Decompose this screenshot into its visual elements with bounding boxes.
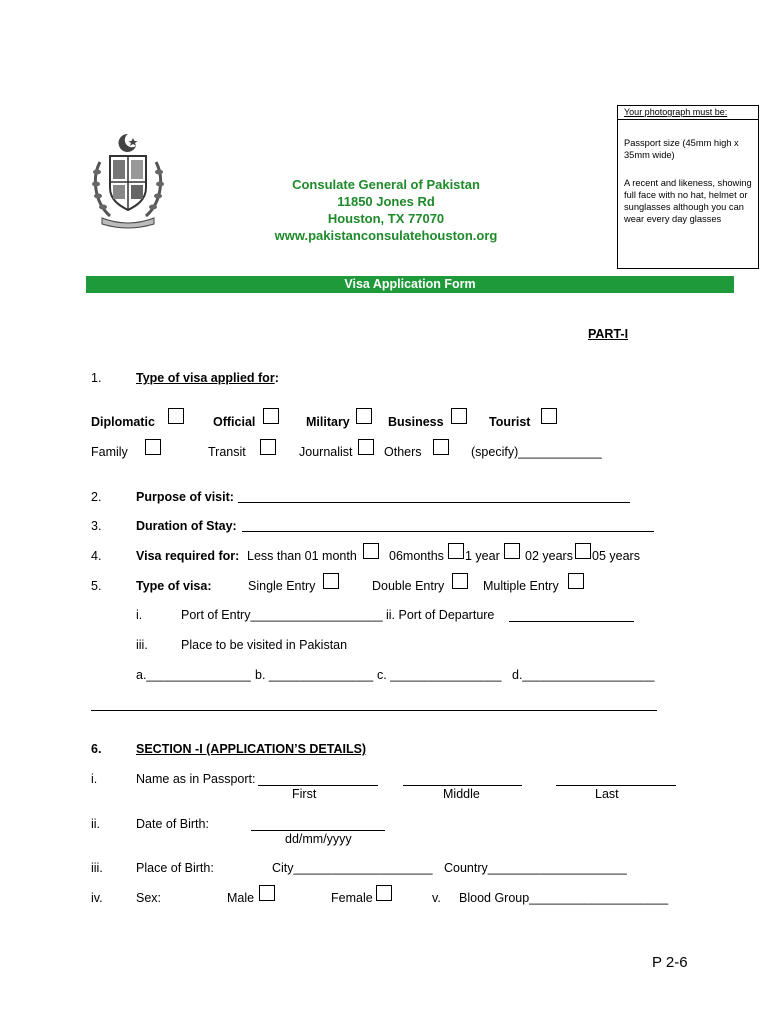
visa-official-checkbox[interactable] (263, 408, 279, 424)
q2-number: 2. (91, 490, 102, 504)
visa-journalist-checkbox[interactable] (358, 439, 374, 455)
blood-group-field[interactable]: Blood Group____________________ (459, 891, 669, 905)
q1-label: Type of visa applied for: (136, 371, 279, 385)
last-name-field[interactable] (556, 785, 676, 786)
single-entry-checkbox[interactable] (323, 573, 339, 589)
duration-2years-label: 02 years (525, 549, 573, 563)
first-name-field[interactable] (258, 785, 378, 786)
pob-label: Place of Birth: (136, 861, 214, 875)
port-of-departure-label: ii. Port of Departure (386, 608, 495, 622)
dob-format-caption: dd/mm/yyyy (285, 832, 352, 846)
sex-female-checkbox[interactable] (376, 885, 392, 901)
duration-5years-label: 05 years (592, 549, 640, 563)
multiple-entry-label: Multiple Entry (483, 579, 559, 593)
pob-country-field[interactable]: Country____________________ (444, 861, 627, 875)
duration-1year-checkbox[interactable] (504, 543, 520, 559)
visa-others-label: Others (384, 445, 422, 459)
duration-lt1month-checkbox[interactable] (363, 543, 379, 559)
s6-iv-number: iv. (91, 891, 103, 905)
sex-male-label: Male (227, 891, 255, 905)
q5-number: 5. (91, 579, 102, 593)
consulate-address-line2: Houston, TX 77070 (327, 211, 445, 226)
visa-others-checkbox[interactable] (433, 439, 449, 455)
visa-business-checkbox[interactable] (451, 408, 467, 424)
visa-tourist-checkbox[interactable] (541, 408, 557, 424)
duration-lt1month-label: Less than 01 month (247, 549, 357, 563)
first-name-caption: First (292, 787, 317, 801)
place-a-field[interactable]: a._______________ (136, 668, 251, 682)
pakistan-emblem (88, 132, 168, 232)
duration-6months-checkbox[interactable] (448, 543, 464, 559)
visa-family-checkbox[interactable] (145, 439, 161, 455)
q5-i-number: i. (136, 608, 143, 622)
sex-label: Sex: (136, 891, 162, 905)
double-entry-checkbox[interactable] (452, 573, 468, 589)
visa-official-label: Official (213, 415, 256, 429)
multiple-entry-checkbox[interactable] (568, 573, 584, 589)
photo-likeness-requirement: A recent and likeness, showing full face with no hat, helmet or sunglasses although you can wear every day glasses (624, 178, 752, 224)
port-of-entry-field[interactable]: Port of Entry___________________ (181, 608, 383, 622)
place-c-field[interactable]: c. ________________ (377, 668, 502, 682)
dob-label: Date of Birth: (136, 817, 209, 831)
double-entry-label: Double Entry (372, 579, 445, 593)
purpose-field[interactable] (238, 502, 630, 503)
visa-transit-checkbox[interactable] (260, 439, 276, 455)
q3-number: 3. (91, 519, 102, 533)
single-entry-label: Single Entry (248, 579, 316, 593)
visa-military-label: Military (306, 415, 350, 429)
q4-number: 4. (91, 549, 102, 563)
place-b-field[interactable]: b. _______________ (255, 668, 374, 682)
dob-field[interactable] (251, 830, 385, 831)
visa-journalist-label: Journalist (299, 445, 353, 459)
visa-military-checkbox[interactable] (356, 408, 372, 424)
consulate-name: Consulate General of Pakistan (292, 177, 480, 192)
duration-field[interactable] (242, 531, 654, 532)
last-name-caption: Last (595, 787, 619, 801)
middle-name-caption: Middle (443, 787, 480, 801)
visa-business-label: Business (388, 415, 444, 429)
s6-ii-number: ii. (91, 817, 101, 831)
photo-size-requirement: Passport size (45mm high x 35mm wide) (624, 138, 739, 160)
type-of-visa-label: Type of visa: (136, 579, 212, 593)
q5-iii-number: iii. (136, 638, 148, 652)
photo-requirements-header: Your photograph must be: (618, 106, 758, 120)
visa-diplomatic-label: Diplomatic (91, 415, 155, 429)
pob-city-field[interactable]: City____________________ (272, 861, 433, 875)
section-divider (91, 710, 657, 711)
visa-required-label: Visa required for: (136, 549, 240, 563)
visa-diplomatic-checkbox[interactable] (168, 408, 184, 424)
visa-tourist-label: Tourist (489, 415, 531, 429)
s6-iii-number: iii. (91, 861, 103, 875)
q1-number: 1. (91, 371, 102, 385)
photograph-box (617, 105, 759, 269)
name-label: Name as in Passport: (136, 772, 256, 786)
place-d-field[interactable]: d.___________________ (512, 668, 655, 682)
places-label: Place to be visited in Pakistan (181, 638, 348, 652)
duration-1year-label: 1 year (465, 549, 500, 563)
duration-label: Duration of Stay: (136, 519, 237, 533)
visa-family-label: Family (91, 445, 128, 459)
duration-2years-checkbox[interactable] (575, 543, 591, 559)
section6-title: SECTION -I (APPLICATION’S DETAILS) (136, 742, 367, 756)
port-of-departure-field[interactable] (509, 621, 634, 622)
s6-v-number: v. (432, 891, 441, 905)
section6-number: 6. (91, 742, 102, 756)
consulate-address-line1: 11850 Jones Rd (337, 194, 435, 209)
part-label: PART-I (588, 327, 629, 341)
s6-i-number: i. (91, 772, 98, 786)
page-number: P 2-6 (652, 954, 688, 971)
consulate-website[interactable]: www.pakistanconsulatehouston.org (274, 228, 498, 243)
purpose-label: Purpose of visit: (136, 490, 234, 504)
middle-name-field[interactable] (403, 785, 522, 786)
form-title: Visa Application Form (86, 276, 734, 293)
duration-6months-label: 06months (389, 549, 444, 563)
sex-male-checkbox[interactable] (259, 885, 275, 901)
visa-specify-field[interactable]: (specify)____________ (471, 445, 602, 459)
sex-female-label: Female (331, 891, 373, 905)
visa-transit-label: Transit (208, 445, 246, 459)
